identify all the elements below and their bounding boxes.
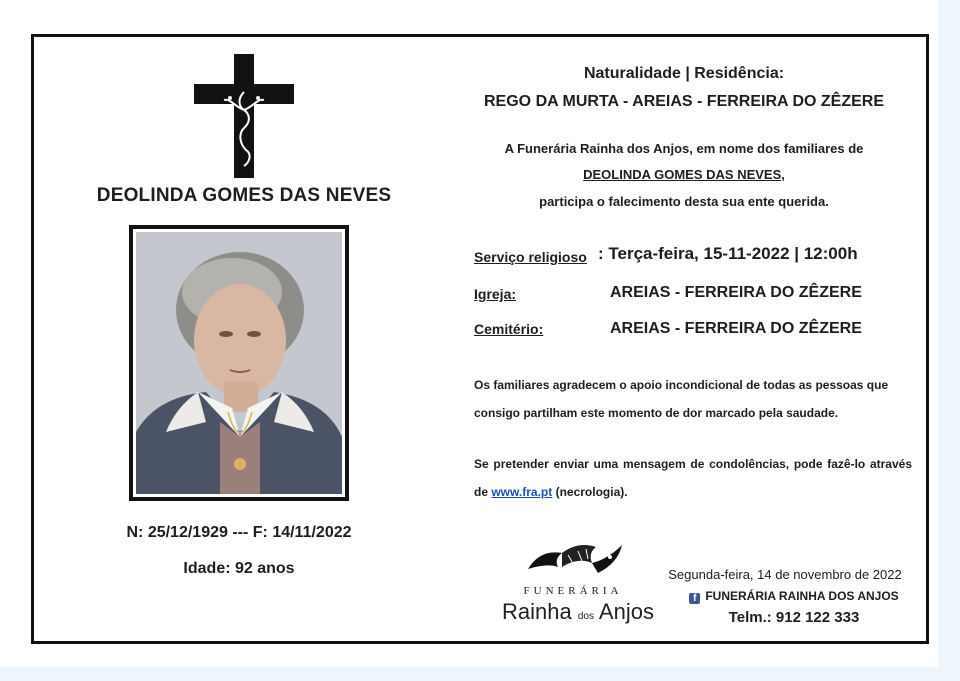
portrait-photo <box>136 232 342 494</box>
phone-number: Telm.: 912 122 333 <box>728 609 860 626</box>
cemetery-value: AREIAS - FERREIRA DO ZÊZERE <box>610 320 862 337</box>
facebook-line[interactable] <box>674 589 914 604</box>
condolences-text <box>474 450 912 506</box>
church-label: Igreja: <box>474 286 517 302</box>
condolences-before: Se pretender enviar uma mensagem de condolências, pode fazê-lo através de <box>474 457 912 499</box>
portrait-frame <box>129 225 349 501</box>
logo-name <box>498 599 658 625</box>
announcement-name <box>464 167 904 182</box>
announcement-line-1: A Funerária Rainha dos Anjos, em nome dos familiares de <box>504 141 864 156</box>
thanks-text: Os familiares agradecem o apoio incondicional de todas as pessoas que consigo partilham este momento de dor marcado pela saudade. <box>474 378 889 420</box>
cemetery-label: Cemitério: <box>474 321 544 337</box>
logo-funeraria: FUNERÁRIA <box>523 585 623 597</box>
bird-icon <box>518 539 628 579</box>
facebook-icon: f <box>689 593 700 604</box>
announcement-name-text: DEOLINDA GOMES DAS NEVES, <box>583 167 785 182</box>
funeral-home-logo <box>498 539 658 631</box>
logo-rainha: Rainha <box>502 599 572 624</box>
birth-death-dates: N: 25/12/1929 --- F: 14/11/2022 <box>126 524 352 541</box>
church-value: AREIAS - FERREIRA DO ZÊZERE <box>610 284 862 301</box>
service-value: : Terça-feira, 15-11-2022 | 12:00h <box>598 244 858 263</box>
cross-icon <box>194 54 294 178</box>
announcement-line-2: participa o falecimento desta sua ente querida. <box>539 194 829 209</box>
logo-anjos: Anjos <box>598 599 654 624</box>
origin-label: Naturalidade | Residência: <box>583 65 785 82</box>
origin-value: REGO DA MURTA - AREIAS - FERREIRA DO ZÊZERE <box>484 93 884 110</box>
announcement-date: Segunda-feira, 14 de novembro de 2022 <box>668 567 902 582</box>
deceased-name: DEOLINDA GOMES DAS NEVES <box>96 185 392 206</box>
facebook-name: FUNERÁRIA RAINHA DOS ANJOS <box>705 589 899 603</box>
top-band <box>0 0 960 14</box>
logo-dos: dos <box>577 611 594 622</box>
obituary-card <box>31 34 929 644</box>
right-band <box>938 0 960 681</box>
age: Idade: 92 anos <box>183 560 295 577</box>
bottom-band <box>0 667 960 681</box>
service-label: Serviço religioso <box>474 249 587 265</box>
condolences-after: (necrologia). <box>552 485 628 499</box>
website-link[interactable]: www.fra.pt <box>491 485 553 499</box>
